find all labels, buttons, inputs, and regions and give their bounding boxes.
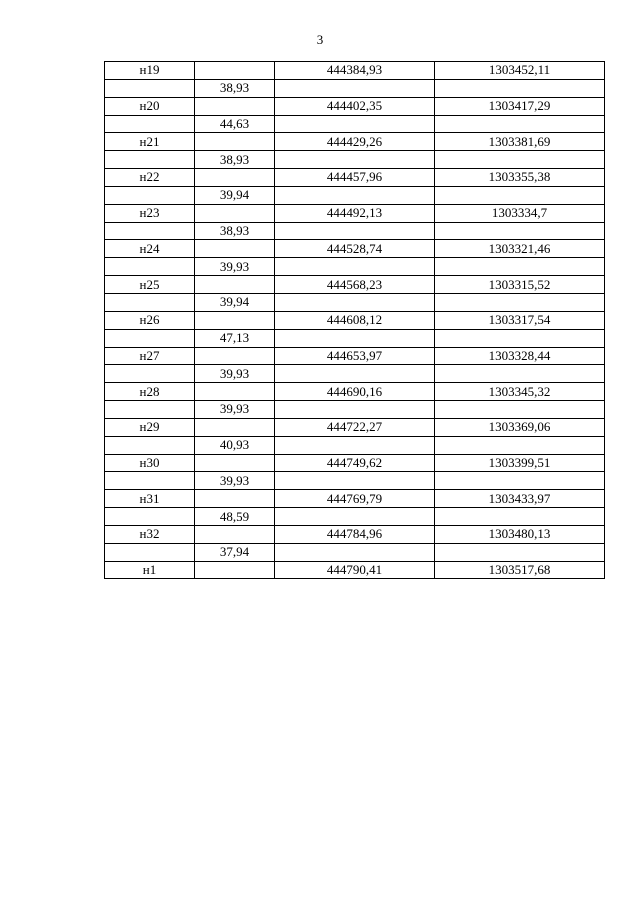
distance-cell: 44,63 bbox=[195, 115, 275, 133]
y-coordinate-cell: 1303517,68 bbox=[435, 561, 605, 579]
point-name-cell: н24 bbox=[105, 240, 195, 258]
point-name-cell: н1 bbox=[105, 561, 195, 579]
x-coordinate-cell: 444749,62 bbox=[275, 454, 435, 472]
x-coordinate-cell: 444402,35 bbox=[275, 97, 435, 115]
x-coordinate-cell bbox=[275, 508, 435, 526]
y-coordinate-cell: 1303433,97 bbox=[435, 490, 605, 508]
y-coordinate-cell: 1303355,38 bbox=[435, 169, 605, 187]
distance-cell: 48,59 bbox=[195, 508, 275, 526]
table-row-point bbox=[105, 276, 605, 294]
point-name-cell: н25 bbox=[105, 276, 195, 294]
distance-cell: 47,13 bbox=[195, 329, 275, 347]
x-coordinate-cell: 444784,96 bbox=[275, 525, 435, 543]
x-coordinate-cell: 444492,13 bbox=[275, 204, 435, 222]
x-coordinate-cell: 444790,41 bbox=[275, 561, 435, 579]
x-coordinate-cell: 444653,97 bbox=[275, 347, 435, 365]
distance-cell: 39,93 bbox=[195, 401, 275, 419]
point-name-cell bbox=[105, 436, 195, 454]
point-name-cell bbox=[105, 115, 195, 133]
y-coordinate-cell: 1303345,32 bbox=[435, 383, 605, 401]
y-coordinate-cell: 1303417,29 bbox=[435, 97, 605, 115]
coordinates-table bbox=[104, 61, 605, 579]
distance-cell bbox=[195, 276, 275, 294]
x-coordinate-cell: 444568,23 bbox=[275, 276, 435, 294]
table-row-point bbox=[105, 97, 605, 115]
distance-cell: 39,94 bbox=[195, 293, 275, 311]
point-name-cell: н21 bbox=[105, 133, 195, 151]
x-coordinate-cell bbox=[275, 222, 435, 240]
point-name-cell: н29 bbox=[105, 418, 195, 436]
distance-cell bbox=[195, 97, 275, 115]
distance-cell: 38,93 bbox=[195, 151, 275, 169]
table-row-point bbox=[105, 169, 605, 187]
y-coordinate-cell bbox=[435, 293, 605, 311]
distance-cell: 39,94 bbox=[195, 186, 275, 204]
y-coordinate-cell: 1303317,54 bbox=[435, 311, 605, 329]
point-name-cell bbox=[105, 329, 195, 347]
y-coordinate-cell bbox=[435, 401, 605, 419]
y-coordinate-cell bbox=[435, 186, 605, 204]
table-row-distance bbox=[105, 436, 605, 454]
point-name-cell: н32 bbox=[105, 525, 195, 543]
distance-cell: 37,94 bbox=[195, 543, 275, 561]
y-coordinate-cell bbox=[435, 79, 605, 97]
distance-cell bbox=[195, 383, 275, 401]
table-row-point bbox=[105, 347, 605, 365]
table-row-point bbox=[105, 418, 605, 436]
table-row-point bbox=[105, 561, 605, 579]
point-name-cell: н30 bbox=[105, 454, 195, 472]
distance-cell bbox=[195, 347, 275, 365]
x-coordinate-cell: 444429,26 bbox=[275, 133, 435, 151]
point-name-cell: н23 bbox=[105, 204, 195, 222]
point-name-cell: н27 bbox=[105, 347, 195, 365]
table-row-point bbox=[105, 62, 605, 80]
y-coordinate-cell bbox=[435, 115, 605, 133]
point-name-cell: н20 bbox=[105, 97, 195, 115]
y-coordinate-cell bbox=[435, 365, 605, 383]
x-coordinate-cell bbox=[275, 79, 435, 97]
point-name-cell bbox=[105, 472, 195, 490]
y-coordinate-cell bbox=[435, 543, 605, 561]
table-row-distance bbox=[105, 472, 605, 490]
point-name-cell bbox=[105, 79, 195, 97]
table-row-point bbox=[105, 525, 605, 543]
x-coordinate-cell: 444384,93 bbox=[275, 62, 435, 80]
table-row-point bbox=[105, 311, 605, 329]
x-coordinate-cell: 444528,74 bbox=[275, 240, 435, 258]
table-row-distance bbox=[105, 258, 605, 276]
table-row-point bbox=[105, 490, 605, 508]
x-coordinate-cell bbox=[275, 115, 435, 133]
x-coordinate-cell: 444457,96 bbox=[275, 169, 435, 187]
point-name-cell bbox=[105, 543, 195, 561]
distance-cell bbox=[195, 311, 275, 329]
y-coordinate-cell bbox=[435, 508, 605, 526]
point-name-cell bbox=[105, 401, 195, 419]
x-coordinate-cell bbox=[275, 401, 435, 419]
y-coordinate-cell: 1303381,69 bbox=[435, 133, 605, 151]
table-row-distance bbox=[105, 329, 605, 347]
x-coordinate-cell bbox=[275, 365, 435, 383]
distance-cell: 38,93 bbox=[195, 79, 275, 97]
point-name-cell: н31 bbox=[105, 490, 195, 508]
y-coordinate-cell: 1303480,13 bbox=[435, 525, 605, 543]
table-row-distance bbox=[105, 543, 605, 561]
table-row-distance bbox=[105, 151, 605, 169]
table-row-point bbox=[105, 204, 605, 222]
x-coordinate-cell bbox=[275, 329, 435, 347]
distance-cell bbox=[195, 490, 275, 508]
x-coordinate-cell bbox=[275, 472, 435, 490]
distance-cell bbox=[195, 418, 275, 436]
point-name-cell bbox=[105, 293, 195, 311]
x-coordinate-cell bbox=[275, 258, 435, 276]
x-coordinate-cell bbox=[275, 151, 435, 169]
point-name-cell bbox=[105, 365, 195, 383]
distance-cell bbox=[195, 62, 275, 80]
distance-cell bbox=[195, 525, 275, 543]
table-row-distance bbox=[105, 508, 605, 526]
y-coordinate-cell: 1303328,44 bbox=[435, 347, 605, 365]
table-row-distance bbox=[105, 401, 605, 419]
table-row-distance bbox=[105, 293, 605, 311]
table-row-distance bbox=[105, 365, 605, 383]
coordinates-table-body bbox=[105, 62, 605, 579]
table-row-point bbox=[105, 240, 605, 258]
x-coordinate-cell bbox=[275, 436, 435, 454]
y-coordinate-cell bbox=[435, 151, 605, 169]
y-coordinate-cell: 1303399,51 bbox=[435, 454, 605, 472]
distance-cell bbox=[195, 204, 275, 222]
point-name-cell: н22 bbox=[105, 169, 195, 187]
table-row-distance bbox=[105, 222, 605, 240]
y-coordinate-cell bbox=[435, 472, 605, 490]
y-coordinate-cell bbox=[435, 329, 605, 347]
table-row-distance bbox=[105, 186, 605, 204]
distance-cell: 39,93 bbox=[195, 472, 275, 490]
point-name-cell: н26 bbox=[105, 311, 195, 329]
x-coordinate-cell: 444608,12 bbox=[275, 311, 435, 329]
distance-cell bbox=[195, 169, 275, 187]
page-number: 3 bbox=[316, 32, 324, 47]
x-coordinate-cell: 444769,79 bbox=[275, 490, 435, 508]
point-name-cell: н19 bbox=[105, 62, 195, 80]
y-coordinate-cell bbox=[435, 258, 605, 276]
y-coordinate-cell bbox=[435, 436, 605, 454]
point-name-cell bbox=[105, 222, 195, 240]
distance-cell: 39,93 bbox=[195, 365, 275, 383]
distance-cell: 40,93 bbox=[195, 436, 275, 454]
x-coordinate-cell bbox=[275, 293, 435, 311]
table-row-point bbox=[105, 383, 605, 401]
point-name-cell bbox=[105, 186, 195, 204]
point-name-cell: н28 bbox=[105, 383, 195, 401]
table-row-distance bbox=[105, 115, 605, 133]
table-row-point bbox=[105, 133, 605, 151]
distance-cell bbox=[195, 454, 275, 472]
y-coordinate-cell: 1303321,46 bbox=[435, 240, 605, 258]
point-name-cell bbox=[105, 151, 195, 169]
table-row-distance bbox=[105, 79, 605, 97]
distance-cell: 39,93 bbox=[195, 258, 275, 276]
distance-cell bbox=[195, 133, 275, 151]
table-row-point bbox=[105, 454, 605, 472]
x-coordinate-cell bbox=[275, 543, 435, 561]
point-name-cell bbox=[105, 258, 195, 276]
y-coordinate-cell: 1303452,11 bbox=[435, 62, 605, 80]
distance-cell bbox=[195, 240, 275, 258]
y-coordinate-cell: 1303334,7 bbox=[435, 204, 605, 222]
y-coordinate-cell bbox=[435, 222, 605, 240]
point-name-cell bbox=[105, 508, 195, 526]
x-coordinate-cell: 444722,27 bbox=[275, 418, 435, 436]
x-coordinate-cell bbox=[275, 186, 435, 204]
distance-cell bbox=[195, 561, 275, 579]
distance-cell: 38,93 bbox=[195, 222, 275, 240]
y-coordinate-cell: 1303369,06 bbox=[435, 418, 605, 436]
x-coordinate-cell: 444690,16 bbox=[275, 383, 435, 401]
y-coordinate-cell: 1303315,52 bbox=[435, 276, 605, 294]
